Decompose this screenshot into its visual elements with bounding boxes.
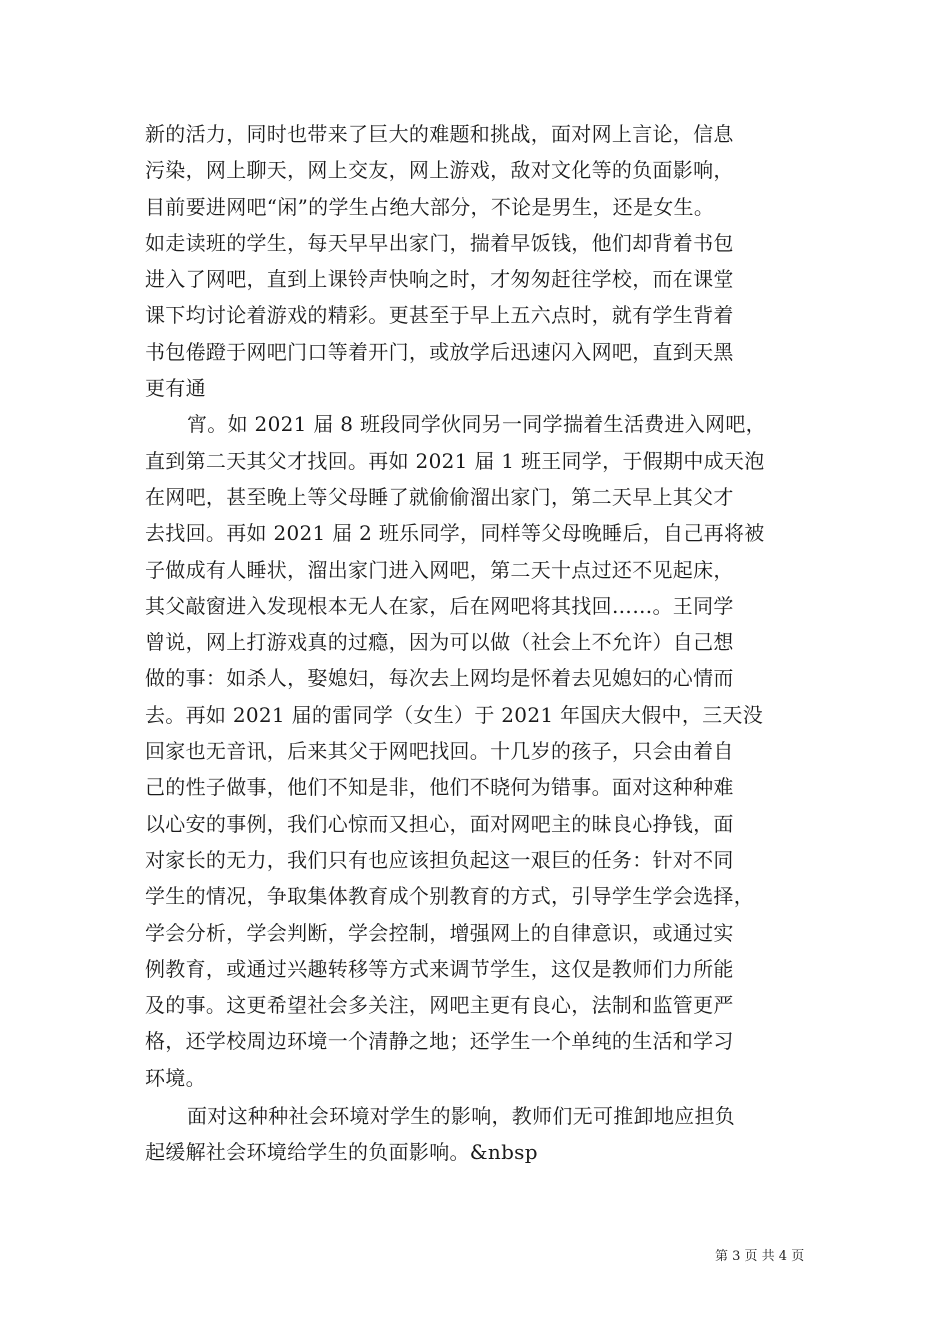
- paragraph-2: [145, 406, 815, 1096]
- text-line: 回家也无音讯，后来其父于网吧找回。十几岁的孩子，只会由着自: [145, 739, 734, 764]
- body-text: [145, 116, 815, 1171]
- text-line: 起缓解社会环境给学生的负面影响。&nbsp: [145, 1140, 538, 1165]
- text-line: 子做成有人睡状，溜出家门进入网吧，第二天十点过还不见起床，: [145, 557, 734, 582]
- paragraph-3: [145, 1098, 815, 1171]
- text-line: 例教育，或通过兴趣转移等方式来调节学生，这仅是教师们力所能: [145, 956, 734, 981]
- text-line: 对家长的无力，我们只有也应该担负起这一艰巨的任务：针对不同: [145, 847, 734, 872]
- text-line: 目前要进网吧“闲”的学生占绝大部分，不论是男生，还是女生。: [145, 194, 715, 219]
- page-number: 第 3 页 共 4 页: [715, 1249, 805, 1264]
- text-line: 宵。如 2021 届 8 班段同学伙同另一同学揣着生活费进入网吧，: [187, 412, 766, 437]
- text-line: 曾说，网上打游戏真的过瘾，因为可以做（社会上不允许）自己想: [145, 630, 734, 655]
- text-line: 在网吧，甚至晚上等父母睡了就偷偷溜出家门，第二天早上其父才: [145, 484, 734, 509]
- text-line: 去。再如 2021 届的雷同学（女生）于 2021 年国庆大假中，三天没: [145, 702, 764, 727]
- text-line: 己的性子做事，他们不知是非，他们不晓何为错事。面对这种种难: [145, 775, 734, 800]
- paragraph-1: [145, 116, 815, 406]
- text-line: 做的事：如杀人，娶媳妇，每次去上网均是怀着去见媳妇的心情而: [145, 666, 734, 691]
- text-line: 更有通: [145, 376, 206, 401]
- text-line: 面对这种种社会环境对学生的影响，教师们无可推卸地应担负: [187, 1104, 736, 1129]
- text-line: 进入了网吧，直到上课铃声快响之时，才匆匆赶往学校，而在课堂: [145, 267, 734, 292]
- text-line: 以心安的事例，我们心惊而又担心，面对网吧主的昧良心挣钱，面: [145, 811, 734, 836]
- text-line: 学会分析，学会判断，学会控制，增强网上的自律意识，或通过实: [145, 920, 734, 945]
- text-line: 污染，网上聊天，网上交友，网上游戏，敌对文化等的负面影响，: [145, 158, 734, 183]
- text-line: 格，还学校周边环境一个清静之地；还学生一个单纯的生活和学习: [145, 1029, 734, 1054]
- text-line: 课下均讨论着游戏的精彩。更甚至于早上五六点时，就有学生背着: [145, 303, 734, 328]
- text-line: 新的活力，同时也带来了巨大的难题和挑战，面对网上言论，信息: [145, 122, 734, 146]
- text-line: 学生的情况，争取集体教育成个别教育的方式，引导学生学会选择，: [145, 884, 754, 909]
- text-line: 及的事。这更希望社会多关注，网吧主更有良心，法制和监管更严: [145, 993, 734, 1018]
- text-line: 书包倦蹬于网吧门口等着开门，或放学后迅速闪入网吧，直到天黑: [145, 339, 734, 364]
- text-line: 其父敲窗进入发现根本无人在家，后在网吧将其找回……。王同学: [145, 593, 734, 618]
- text-line: 如走读班的学生，每天早早出家门，揣着早饭钱，他们却背着书包: [145, 230, 734, 255]
- text-line: 环境。: [145, 1065, 206, 1090]
- text-line: 去找回。再如 2021 届 2 班乐同学，同样等父母晚睡后，自己再将被: [145, 521, 765, 546]
- text-line: 直到第二天其父才找回。再如 2021 届 1 班王同学，于假期中成天泡: [145, 448, 765, 473]
